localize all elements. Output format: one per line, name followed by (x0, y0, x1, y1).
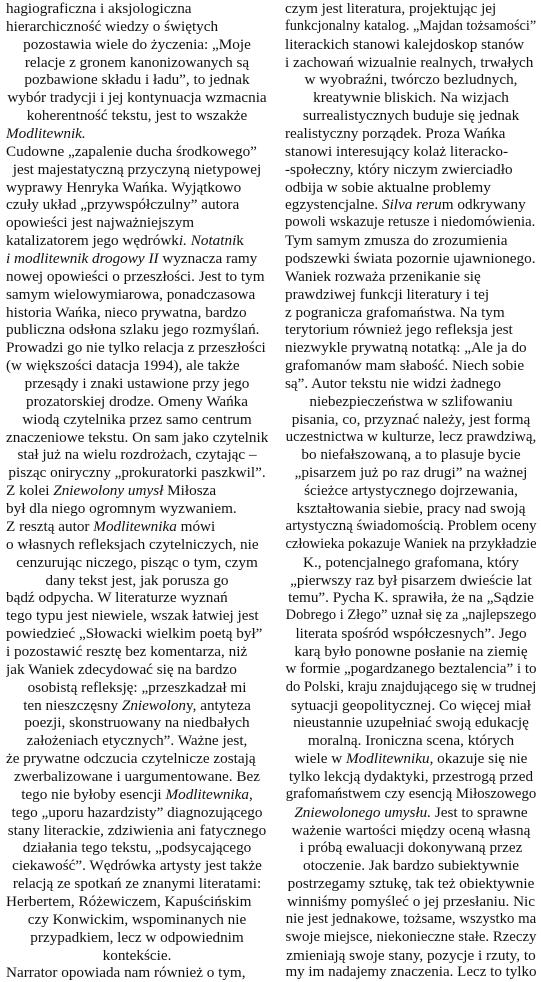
text-line: przesądy i znaki ustawione przy jego (24, 375, 250, 393)
text-line: że prywatne odczucia czytelnicze zostają (6, 750, 256, 768)
text-line: założeniach etycznych”. Ważne jest, (26, 732, 248, 750)
text-line: Zniewolonego umysłu. Jest to sprawne (294, 803, 528, 821)
text-line: pozbawione składu i ładu”, to jednak (24, 71, 250, 89)
text-line: literata spośród współczesnych”. Jego (295, 625, 527, 643)
text-line: terytorium również jego refleksja jest (285, 321, 513, 339)
text-line: i zachowań wizualnie realnych, trwałych (285, 53, 534, 71)
text-line: stał już na wielu rozdrożach, czytając – (17, 446, 257, 464)
text-line: koherentność tekstu, jest to wszakże (26, 107, 248, 125)
text-line: kreatywnie bliskich. Na wizjach (313, 89, 509, 107)
text-line: pisania, co, przyznać należy, jest formą (291, 410, 531, 428)
text-line: Waniek rozważa przenikanie się (285, 267, 481, 285)
text-line: Prowadzi go nie tylko relacja z przeszłości (6, 339, 266, 357)
text-line: kształtowania siebie, pracy nad swoją (296, 500, 526, 518)
text-line: nieustannie uzupełniać swoją edukację (293, 714, 529, 732)
text-line: podszewki świata pozornie ujawnionego. (285, 250, 536, 268)
text-line: człowieka pokazuje Waniek na przykładzie (285, 535, 537, 552)
text-line: opowieści jest najważniejszym (6, 214, 195, 232)
text-line: są”. Autor tekstu nie widzi żadnego (285, 375, 501, 393)
text-line: Z resztą autor Modlitewnika mówi (6, 517, 216, 535)
text-line: hagiograficzna i aksjologiczna (6, 0, 192, 17)
text-line: tego nie byłoby esencji Modlitewnika, (21, 785, 253, 803)
text-line: tego typu jest niewiele, wszak łatwiej jest (6, 607, 259, 625)
text-line: K., potencjalnego grafomana, który (303, 553, 519, 571)
text-line: uczestnictwa w kulturze, lecz prawdziwą, (285, 428, 537, 445)
text-line: tego „uporu hazardzisty” diagnozującego (11, 803, 263, 821)
text-line: pisząc oniryczny „prokuratorki paszkwil”. (8, 464, 266, 482)
text-line: egzystencjalne. Silva rerum odkrywany (285, 196, 526, 214)
text-line: i próbą ewaluacji dokonywaną przez (299, 839, 523, 857)
text-line: stany literackie, zdziwienia ani fatycznego (7, 821, 267, 839)
text-line: „pisarzem już po raz drugi” na ważnej (294, 464, 528, 482)
text-line: Z kolei Zniewolony umysł Miłosza (6, 482, 217, 500)
text-line: winniśmy pomyśleć o jej przesłaniu. Nic (286, 892, 535, 910)
text-line: (w większości datacja 1994), ale także (6, 357, 240, 375)
text-line: działania tego tekstu, „podsycającego (22, 839, 252, 857)
text-line: o własnych refleksjach czytelniczych, nie (6, 535, 259, 553)
text-line: jak Waniek zdecydować się na bardzo (6, 660, 237, 678)
text-line: nowej opowieści o przeszłości. Jest to tym (6, 267, 265, 285)
text-line: publiczna odsłona szlaku jego rozmyślań. (6, 321, 260, 339)
text-line: w formie „pogardzanego beztalencia” i to (285, 660, 537, 677)
text-line: grafomanów mam słabość. Niech sobie (285, 357, 525, 375)
text-line: w wyobraźni, twórczo bezludnych, (304, 71, 518, 89)
text-line: był dla niego ogromnym wyzwaniem. (6, 500, 237, 518)
left-column (6, 0, 268, 982)
text-line: zmieniają swoje stany, pozycje i rzuty, to (286, 946, 536, 964)
text-line: artystyczną świadomością. Problem oceny (285, 517, 537, 534)
text-line: powoli wskazuje retusze i niedomówienia. (285, 214, 536, 231)
text-line: postrzegamy sztukę, tak też obiektywnie (287, 875, 535, 893)
text-line: prozatorskiej drodze. Omeny Wańka (25, 392, 248, 410)
text-line: z pogranicza grafomaństwa. Na tym (285, 303, 505, 321)
text-line: powiedzieć „Słowacki wielkim poetą był” (6, 625, 263, 643)
text-line: znaczeniowe tekstu. On sam jako czytelnik (6, 428, 268, 446)
text-line: hierarchiczność wiedzy o świętych (6, 17, 219, 35)
text-line: katalizatorem jego wędrówki. Notatnik (6, 232, 244, 250)
text-line: cenzurując niczego, pisząc o tym, czym (16, 553, 258, 571)
text-line: ten nieszczęsny Zniewolony, antyteza (23, 696, 251, 714)
text-line: do Polski, kraju znajdującego się w trudnej (285, 678, 537, 695)
text-line: poezji, skonstruowany na niedbałych (24, 714, 250, 732)
text-line: surrealistycznych buduje się jednak (302, 107, 520, 125)
text-line: czy Konwickim, wspominanych nie (27, 910, 247, 928)
text-line: ścieżce artystycznego dojrzewania, (304, 482, 518, 500)
text-line: nie jest jednakowe, tożsame, wszystko ma (285, 910, 537, 927)
text-line: Cudowne „zapalenie ducha środkowego” (6, 142, 257, 160)
text-line: przypadkiem, lecz w odpowiednim (30, 928, 244, 946)
right-column (285, 0, 537, 982)
text-line: niezwykle prywatną notatką: „Ale ja do (285, 339, 527, 357)
text-line: Modlitewnik. (6, 125, 86, 143)
text-line: -społeczny, który niczym zwierciadło (285, 160, 513, 178)
text-line: dany tekst jest, jak porusza go (45, 571, 229, 589)
text-line: prawdziwej funkcji literatury i tej (285, 285, 490, 303)
text-line: bądź odpycha. W literaturze wyznań (6, 589, 228, 607)
text-line: karą było ponowne posłanie na ziemię (294, 642, 528, 660)
text-line: osobistą refleksję: „przeszkadzał mi (27, 678, 247, 696)
text-line: „pierwszy raz był pisarzem dwieście lat (290, 571, 532, 589)
text-line: relacje z gronem kanonizowanych są (24, 53, 250, 71)
text-line: kontekście. (102, 946, 172, 964)
text-line: jest majestatyczną przyczyną nietypowej (12, 160, 262, 178)
text-line: wybór tradycji i jej kontynuacja wzmacnia (7, 89, 267, 107)
text-line: moralną. Ironiczna scena, których (307, 732, 515, 750)
text-line: czym jest literatura, projektując jej (285, 0, 497, 17)
text-line: pozostawia wiele do życzenia: „Moje (23, 35, 251, 53)
text-line: otoczenie. Jak bardzo subiektywnie (303, 857, 519, 875)
text-line: historia Wańka, nieco prywatna, bardzo (6, 303, 247, 321)
text-line: sytuacji geopolitycznej. Co więcej miał (291, 696, 531, 714)
text-line: Narrator opowiada nam również o tym, (6, 964, 246, 982)
text-line: ciekawość”. Wędrówka artysty jest także (12, 857, 262, 875)
text-line: wiodą czytelnika przez samo centrum (22, 410, 252, 428)
text-line: tylko lekcją dydaktyki, przestrogą przed (288, 767, 534, 785)
text-line: wiele w Modlitewniku, okazuje się nie (294, 750, 528, 768)
text-line: i modlitewnik drogowy II wyznacza ramy (6, 250, 258, 268)
text-line: wyprawy Henryka Wańka. Wyjątkowo (6, 178, 242, 196)
text-line: Tym samym zmusza do zrozumienia (285, 232, 508, 250)
text-line: Herbertem, Różewiczem, Kapuścińskim (6, 892, 252, 910)
text-line: my im nadajemy znaczenia. Lecz to tylko (285, 964, 537, 981)
text-line: temu”. Pycha K. sprawiła, że na „Sądzie (288, 589, 534, 607)
text-line: relacją ze spotkań ze znanymi literatami: (12, 875, 262, 893)
text-line: czuły układ „przywspółczulny” autora (6, 196, 240, 214)
text-line: i pozostawić resztę bez komentarza, niż (6, 642, 248, 660)
text-line: samym wielowymiarowa, ponadczasowa (6, 285, 256, 303)
text-line: stanowi interesujący kolaż literacko- (285, 142, 509, 160)
text-line: realistyczny porządek. Proza Wańka (285, 125, 506, 143)
text-line: literackich stanowi kalejdoskop stanów (285, 35, 525, 53)
text-line: grafomaństwem czy esencją Miłoszowego (285, 785, 537, 802)
text-line: niebezpieczeństwa w szlifowaniu (309, 392, 513, 410)
text-line: ważenie wartości między oceną własną (291, 821, 531, 839)
text-line: funkcjonalny katalog. „Majdan tożsamości” (285, 17, 537, 34)
text-line: zwerbalizowane i uargumentowane. Bez (14, 767, 260, 785)
text-line: bo niefałszowaną, a to plasuje bycie (301, 446, 521, 464)
text-line: Dobrego i Złego” uznał się za „najlepszego (285, 607, 537, 624)
text-line: odbija w sobie aktualne problemy (285, 178, 491, 196)
text-line: swoje miejsce, niekonieczne stałe. Rzeczy (285, 928, 537, 945)
